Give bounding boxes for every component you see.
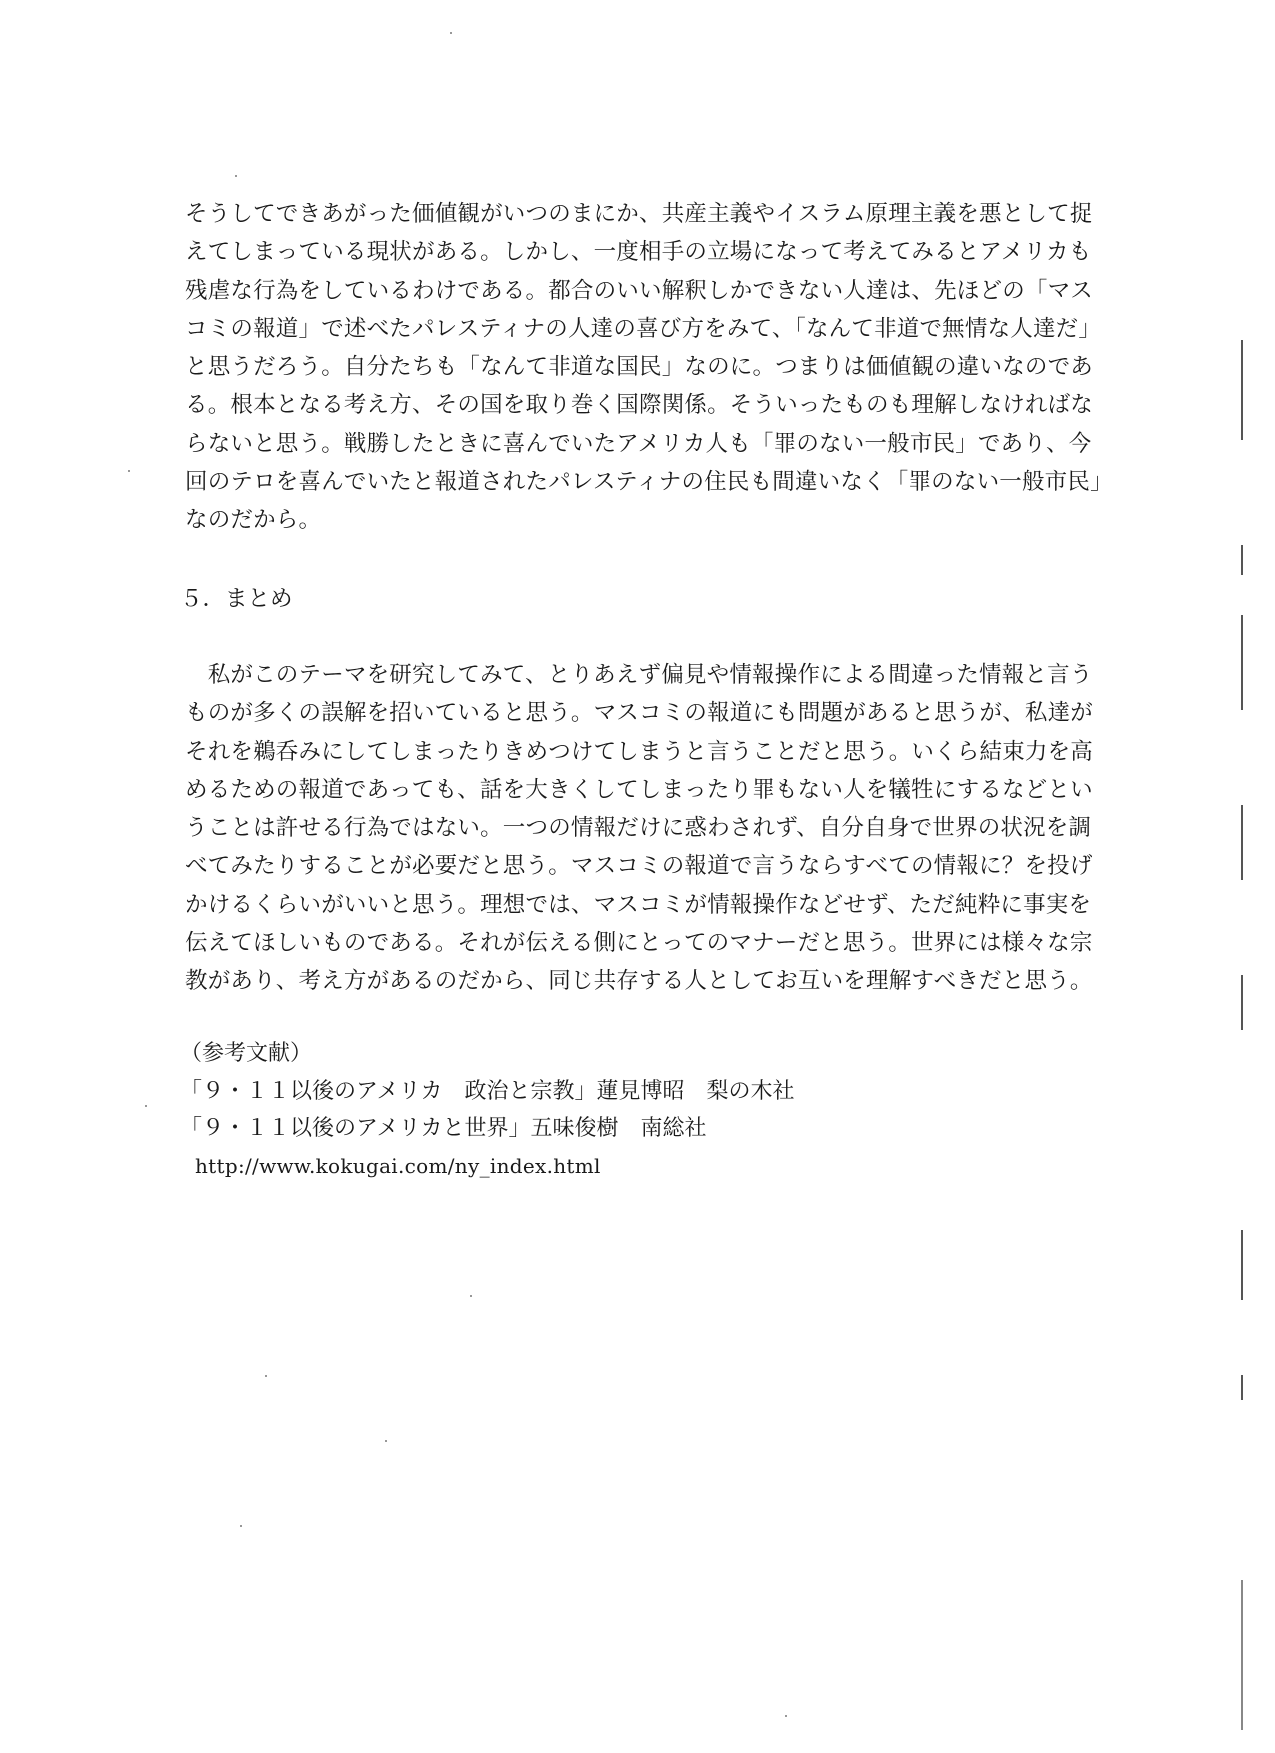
scan-artifact [1241,1375,1243,1400]
scan-artifact [128,470,130,472]
text-line: なのだから。 [185,507,322,534]
text-line: めるための報道であっても、話を大きくしてしまったり罪もない人を犠牲にするなどとい [185,776,1093,803]
text-line: らないと思う。戦勝したときに喜んでいたアメリカ人も「罪のない一般市民」であり、今 [185,430,1092,457]
reference-url: http://www.kokugai.com/ny_index.html [195,1153,601,1178]
text-line: それを鵜呑みにしてしまったりきめつけてしまうと言うことだと思う。いくら結束力を高 [185,738,1094,765]
scan-artifact [385,1440,387,1442]
scan-artifact [1241,805,1243,880]
reference-item: 「９・１１以後のアメリカ 政治と宗教」蓮見博昭 梨の木社 [180,1078,795,1104]
text-line: 残虐な行為をしているわけである。都合のいい解釈しかできない人達は、先ほどの「マス [185,277,1094,304]
references-heading: （参考文献） [180,1041,313,1066]
text-line: る。根本となる考え方、その国を取り巻く国際関係。そういったものも理解しなければな [185,392,1094,419]
text-line: そうしてできあがった価値観がいつのまにか、共産主義やイスラム原理主義を悪として捉 [185,201,1093,227]
scan-artifact [1241,545,1243,575]
text-line: えてしまっている現状がある。しかし、一度相手の立場になって考えてみるとアメリカも [185,239,1092,266]
scan-artifact [470,1295,472,1297]
paragraph-summary [185,656,1094,1001]
scan-artifact [1241,1580,1243,1730]
text-line: ものが多くの誤解を招いていると思う。マスコミの報道にも問題があると思うが、私達が [185,700,1094,727]
text-line: うことは許せる行為ではない。一つの情報だけに惑わされず、自分自身で世界の状況を調 [185,815,1092,842]
text-line: べてみたりすることが必要だと思う。マスコミの報道で言うならすべての情報に？を投げ [185,853,1093,880]
scan-artifact [1241,340,1243,440]
scan-artifact [1241,1230,1243,1300]
scan-artifact [1241,975,1243,1030]
scan-artifact [785,1715,787,1717]
text-line: コミの報道」で述べたパレスティナの人達の喜び方をみて、「なんて非道で無情な人達だ」 [185,315,1102,342]
section-heading-summary: ５．まとめ [180,586,293,612]
scan-artifact [145,1105,147,1107]
text-line: 教があり、考え方があるのだから、同じ共存する人としてお互いを理解すべきだと思う。 [185,968,1093,995]
text-line: と思うだろう。自分たちも「なんて非道な国民」なのに。つまりは価値観の違いなのであ [185,354,1094,381]
scan-artifact [265,1375,267,1377]
references-section [180,1035,794,1185]
text-line: 伝えてほしいものである。それが伝える側にとってのマナーだと思う。世界には様々な宗 [185,930,1093,957]
text-line: かけるくらいがいいと思う。理想では、マスコミが情報操作などせず、ただ純粋に事実を [185,891,1092,918]
reference-item: 「９・１１以後のアメリカと世界」五味俊樹 南総社 [180,1116,707,1141]
text-line: 私がこのテーマを研究してみて、とりあえず偏見や情報操作による間違った情報と言う [185,662,1093,688]
scan-artifact [235,175,237,177]
scan-artifact [450,32,452,34]
scan-artifact [240,1525,242,1527]
paragraph-top [185,195,1113,540]
text-line: 回のテロを喜んでいたと報道されたパレスティナの住民も間違いなく「罪のない一般市民」 [185,469,1113,496]
scan-artifact [1241,615,1243,710]
